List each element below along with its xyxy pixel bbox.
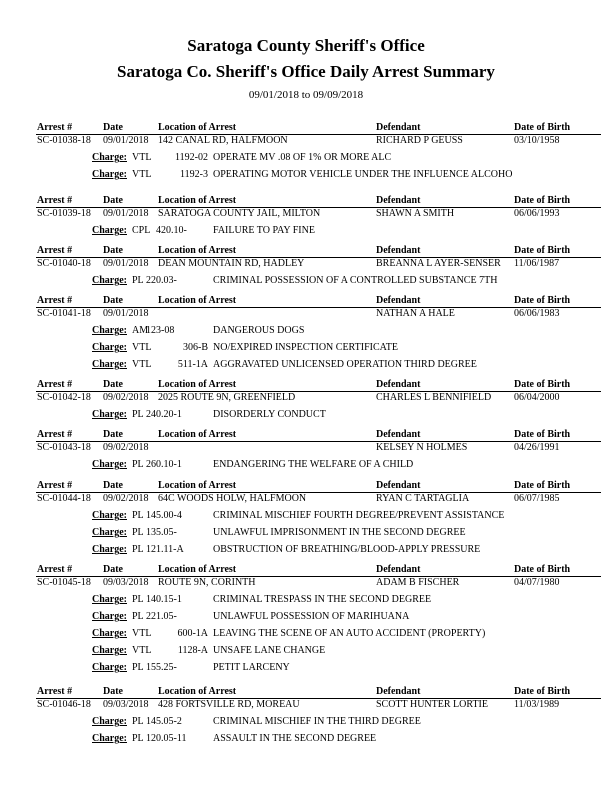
charge-section: 155.25- <box>146 662 177 673</box>
header-date: Date <box>103 480 123 491</box>
charge-section: 420.10- <box>156 225 187 236</box>
charge-row <box>0 591 612 608</box>
arrest-date: 09/01/2018 <box>103 308 149 319</box>
arrest-date: 09/03/2018 <box>103 699 149 710</box>
charge-section: 135.05- <box>146 527 177 538</box>
charge-row <box>0 625 612 642</box>
charge-law-code: AM <box>132 325 149 336</box>
arrest-date: 09/03/2018 <box>103 577 149 588</box>
header-arrest-number: Arrest # <box>37 480 73 491</box>
charge-law-code: PL <box>132 510 144 521</box>
header-date: Date <box>103 195 123 206</box>
charge-row <box>0 456 612 473</box>
arrest-date: 09/01/2018 <box>103 208 149 219</box>
charge-description: DISORDERLY CONDUCT <box>213 409 326 420</box>
charge-description: PETIT LARCENY <box>213 662 290 673</box>
charge-description: ENDANGERING THE WELFARE OF A CHILD <box>213 459 414 470</box>
charge-row <box>0 507 612 524</box>
header-defendant: Defendant <box>376 379 421 390</box>
charge-row <box>0 322 612 339</box>
charge-label: Charge: <box>92 325 127 336</box>
defendant-name: BREANNA L AYER-SENSER <box>376 258 501 269</box>
header-defendant: Defendant <box>376 480 421 491</box>
charge-label: Charge: <box>92 510 127 521</box>
header-date-of-birth: Date of Birth <box>514 686 571 697</box>
charge-law-code: VTL <box>132 169 152 180</box>
arrest-location: SARATOGA COUNTY JAIL, MILTON <box>158 208 321 219</box>
charge-description: UNLAWFUL POSSESSION OF MARIHUANA <box>213 611 410 622</box>
arrest-record <box>0 480 612 558</box>
charge-section: 123-08 <box>146 325 175 336</box>
charge-label: Charge: <box>92 594 127 605</box>
charge-row <box>0 356 612 373</box>
record-header-row <box>0 295 612 307</box>
defendant-date-of-birth: 06/06/1983 <box>514 308 560 319</box>
charge-law-code: VTL <box>132 628 152 639</box>
charge-description: NO/EXPIRED INSPECTION CERTIFICATE <box>213 342 398 353</box>
charge-section: 306-B <box>183 342 208 353</box>
arrest-number: SC-01040-18 <box>37 258 91 269</box>
charge-law-code: PL <box>132 716 144 727</box>
charge-label: Charge: <box>92 152 127 163</box>
arrest-record <box>0 564 612 676</box>
header-arrest-number: Arrest # <box>37 295 73 306</box>
charge-label: Charge: <box>92 733 127 744</box>
defendant-date-of-birth: 11/06/1987 <box>514 258 560 269</box>
charge-label: Charge: <box>92 628 127 639</box>
arrest-location: 142 CANAL RD, HALFMOON <box>158 135 288 146</box>
defendant-date-of-birth: 06/04/2000 <box>514 392 560 403</box>
arrest-location: ROUTE 9N, CORINTH <box>158 577 256 588</box>
defendant-name: SCOTT HUNTER LORTIE <box>376 699 488 710</box>
arrest-number: SC-01038-18 <box>37 135 91 146</box>
arrest-date: 09/01/2018 <box>103 258 149 269</box>
record-header-row <box>0 195 612 207</box>
record-header-row <box>0 379 612 391</box>
arrest-date: 09/02/2018 <box>103 392 149 403</box>
charge-law-code: PL <box>132 611 144 622</box>
header-location: Location of Arrest <box>158 122 237 133</box>
header-location: Location of Arrest <box>158 564 237 575</box>
charge-row <box>0 339 612 356</box>
header-date: Date <box>103 686 123 697</box>
charge-label: Charge: <box>92 225 127 236</box>
arrest-number: SC-01039-18 <box>37 208 91 219</box>
charge-description: OPERATE MV .08 OF 1% OR MORE ALC <box>213 152 392 163</box>
charge-law-code: VTL <box>132 359 152 370</box>
charge-description: LEAVING THE SCENE OF AN AUTO ACCIDENT (PROPERTY) <box>213 628 486 639</box>
record-main-row <box>0 576 612 591</box>
charge-law-code: PL <box>132 409 144 420</box>
charge-law-code: PL <box>132 544 144 555</box>
header-date-of-birth: Date of Birth <box>514 295 571 306</box>
header-location: Location of Arrest <box>158 686 237 697</box>
record-main-row <box>0 134 612 149</box>
charge-label: Charge: <box>92 342 127 353</box>
header-date: Date <box>103 429 123 440</box>
defendant-name: SHAWN A SMITH <box>376 208 455 219</box>
charge-row <box>0 222 612 239</box>
defendant-name: RYAN C TARTAGLIA <box>376 493 470 504</box>
header-location: Location of Arrest <box>158 429 237 440</box>
arrest-record <box>0 195 612 239</box>
header-date: Date <box>103 245 123 256</box>
defendant-date-of-birth: 04/07/1980 <box>514 577 560 588</box>
charge-section: 221.05- <box>146 611 177 622</box>
header-date-of-birth: Date of Birth <box>514 429 571 440</box>
charge-label: Charge: <box>92 544 127 555</box>
charge-section: 1128-A <box>177 645 208 656</box>
header-location: Location of Arrest <box>158 480 237 491</box>
charge-law-code: PL <box>132 459 144 470</box>
record-header-row <box>0 564 612 576</box>
header-arrest-number: Arrest # <box>37 686 73 697</box>
charge-row <box>0 608 612 625</box>
report-title: Saratoga County Sheriff's Office <box>187 36 425 55</box>
arrest-record <box>0 122 612 183</box>
header-arrest-number: Arrest # <box>37 564 73 575</box>
arrest-location: DEAN MOUNTAIN RD, HADLEY <box>158 258 305 269</box>
header-date-of-birth: Date of Birth <box>514 245 571 256</box>
arrest-record <box>0 245 612 289</box>
charge-row <box>0 524 612 541</box>
record-header-row <box>0 686 612 698</box>
charge-section: 220.03- <box>146 275 177 286</box>
defendant-name: KELSEY N HOLMES <box>376 442 468 453</box>
charge-label: Charge: <box>92 275 127 286</box>
arrest-record <box>0 429 612 473</box>
arrest-number: SC-01046-18 <box>37 699 91 710</box>
charge-law-code: PL <box>132 733 144 744</box>
charge-law-code: PL <box>132 527 144 538</box>
header-arrest-number: Arrest # <box>37 245 73 256</box>
charge-section: 240.20-1 <box>146 409 182 420</box>
header-defendant: Defendant <box>376 686 421 697</box>
header-arrest-number: Arrest # <box>37 379 73 390</box>
header-location: Location of Arrest <box>158 195 237 206</box>
charge-label: Charge: <box>92 716 127 727</box>
charge-section: 600-1A <box>177 628 208 639</box>
charge-description: ASSAULT IN THE SECOND DEGREE <box>213 733 377 744</box>
record-main-row <box>0 307 612 322</box>
charge-row <box>0 659 612 676</box>
charge-section: 140.15-1 <box>146 594 182 605</box>
header-date: Date <box>103 122 123 133</box>
charge-section: 260.10-1 <box>146 459 182 470</box>
header-location: Location of Arrest <box>158 379 237 390</box>
arrest-number: SC-01044-18 <box>37 493 91 504</box>
defendant-date-of-birth: 06/07/1985 <box>514 493 560 504</box>
charge-law-code: VTL <box>132 645 152 656</box>
record-main-row <box>0 698 612 713</box>
charge-label: Charge: <box>92 527 127 538</box>
defendant-name: RICHARD P GEUSS <box>376 135 463 146</box>
record-main-row <box>0 391 612 406</box>
header-defendant: Defendant <box>376 295 421 306</box>
charge-row <box>0 166 612 183</box>
charge-section: 1192-02 <box>175 152 208 163</box>
charge-section: 145.05-2 <box>146 716 182 727</box>
charge-description: OPERATING MOTOR VEHICLE UNDER THE INFLUENCE ALCOHO <box>213 169 513 180</box>
charge-description: DANGEROUS DOGS <box>213 325 305 336</box>
header-date: Date <box>103 295 123 306</box>
record-main-row <box>0 207 612 222</box>
charge-label: Charge: <box>92 611 127 622</box>
charge-description: AGGRAVATED UNLICENSED OPERATION THIRD DEGREE <box>213 359 477 370</box>
charge-section: 145.00-4 <box>146 510 182 521</box>
arrest-location: 428 FORTSVILLE RD, MOREAU <box>158 699 300 710</box>
arrest-record <box>0 686 612 747</box>
header-date-of-birth: Date of Birth <box>514 564 571 575</box>
charge-law-code: PL <box>132 275 144 286</box>
header-date: Date <box>103 379 123 390</box>
charge-description: FAILURE TO PAY FINE <box>213 225 315 236</box>
header-defendant: Defendant <box>376 564 421 575</box>
arrest-record <box>0 379 612 423</box>
header-defendant: Defendant <box>376 195 421 206</box>
header-location: Location of Arrest <box>158 295 237 306</box>
charge-description: CRIMINAL MISCHIEF IN THE THIRD DEGREE <box>213 716 421 727</box>
charge-row <box>0 541 612 558</box>
charge-row <box>0 713 612 730</box>
charge-description: CRIMINAL POSSESSION OF A CONTROLLED SUBSTANCE 7TH <box>213 275 498 286</box>
charge-section: 511-1A <box>177 359 208 370</box>
charge-description: CRIMINAL TRESPASS IN THE SECOND DEGREE <box>213 594 432 605</box>
defendant-date-of-birth: 11/03/1989 <box>514 699 560 710</box>
arrest-date: 09/01/2018 <box>103 135 149 146</box>
charge-label: Charge: <box>92 645 127 656</box>
header-date: Date <box>103 564 123 575</box>
header-defendant: Defendant <box>376 429 421 440</box>
header-defendant: Defendant <box>376 245 421 256</box>
record-header-row <box>0 429 612 441</box>
defendant-date-of-birth: 03/10/1958 <box>514 135 560 146</box>
header-date-of-birth: Date of Birth <box>514 122 571 133</box>
header-location: Location of Arrest <box>158 245 237 256</box>
defendant-name: ADAM B FISCHER <box>376 577 460 588</box>
charge-description: OBSTRUCTION OF BREATHING/BLOOD-APPLY PRESSURE <box>213 544 481 555</box>
arrest-number: SC-01042-18 <box>37 392 91 403</box>
arrest-date: 09/02/2018 <box>103 493 149 504</box>
charge-section: 120.05-11 <box>146 733 187 744</box>
defendant-name: NATHAN A HALE <box>376 308 455 319</box>
arrest-location: 2025 ROUTE 9N, GREENFIELD <box>158 392 296 403</box>
arrest-number: SC-01043-18 <box>37 442 91 453</box>
record-main-row <box>0 492 612 507</box>
header-date-of-birth: Date of Birth <box>514 379 571 390</box>
charge-law-code: PL <box>132 662 144 673</box>
charge-row <box>0 272 612 289</box>
arrest-record <box>0 295 612 373</box>
report-date-range: 09/01/2018 to 09/09/2018 <box>248 89 364 101</box>
header-arrest-number: Arrest # <box>37 429 73 440</box>
charge-law-code: VTL <box>132 152 152 163</box>
charge-law-code: PL <box>132 594 144 605</box>
charge-label: Charge: <box>92 359 127 370</box>
charge-description: CRIMINAL MISCHIEF FOURTH DEGREE/PREVENT ASSISTANCE <box>213 510 505 521</box>
header-defendant: Defendant <box>376 122 421 133</box>
arrest-number: SC-01045-18 <box>37 577 91 588</box>
record-main-row <box>0 441 612 456</box>
record-main-row <box>0 257 612 272</box>
charge-section: 121.11-A <box>146 544 184 555</box>
arrest-date: 09/02/2018 <box>103 442 149 453</box>
defendant-date-of-birth: 06/06/1993 <box>514 208 560 219</box>
charge-label: Charge: <box>92 409 127 420</box>
charge-row <box>0 730 612 747</box>
charge-section: 1192-3 <box>180 169 208 180</box>
charge-label: Charge: <box>92 459 127 470</box>
record-header-row <box>0 480 612 492</box>
defendant-date-of-birth: 04/26/1991 <box>514 442 560 453</box>
record-header-row <box>0 122 612 134</box>
charge-description: UNSAFE LANE CHANGE <box>213 645 326 656</box>
header-arrest-number: Arrest # <box>37 122 73 133</box>
header-date-of-birth: Date of Birth <box>514 195 571 206</box>
charge-law-code: CPL <box>132 225 151 236</box>
header-date-of-birth: Date of Birth <box>514 480 571 491</box>
charge-label: Charge: <box>92 662 127 673</box>
charge-law-code: VTL <box>132 342 152 353</box>
charge-row <box>0 406 612 423</box>
charge-row <box>0 642 612 659</box>
charge-description: UNLAWFUL IMPRISONMENT IN THE SECOND DEGREE <box>213 527 466 538</box>
arrest-location: 64C WOODS HOLW, HALFMOON <box>158 493 307 504</box>
report-subtitle: Saratoga Co. Sheriff's Office Daily Arrest Summary <box>117 62 495 81</box>
record-header-row <box>0 245 612 257</box>
header-arrest-number: Arrest # <box>37 195 73 206</box>
charge-label: Charge: <box>92 169 127 180</box>
charge-row <box>0 149 612 166</box>
defendant-name: CHARLES L BENNIFIELD <box>376 392 492 403</box>
arrest-number: SC-01041-18 <box>37 308 91 319</box>
